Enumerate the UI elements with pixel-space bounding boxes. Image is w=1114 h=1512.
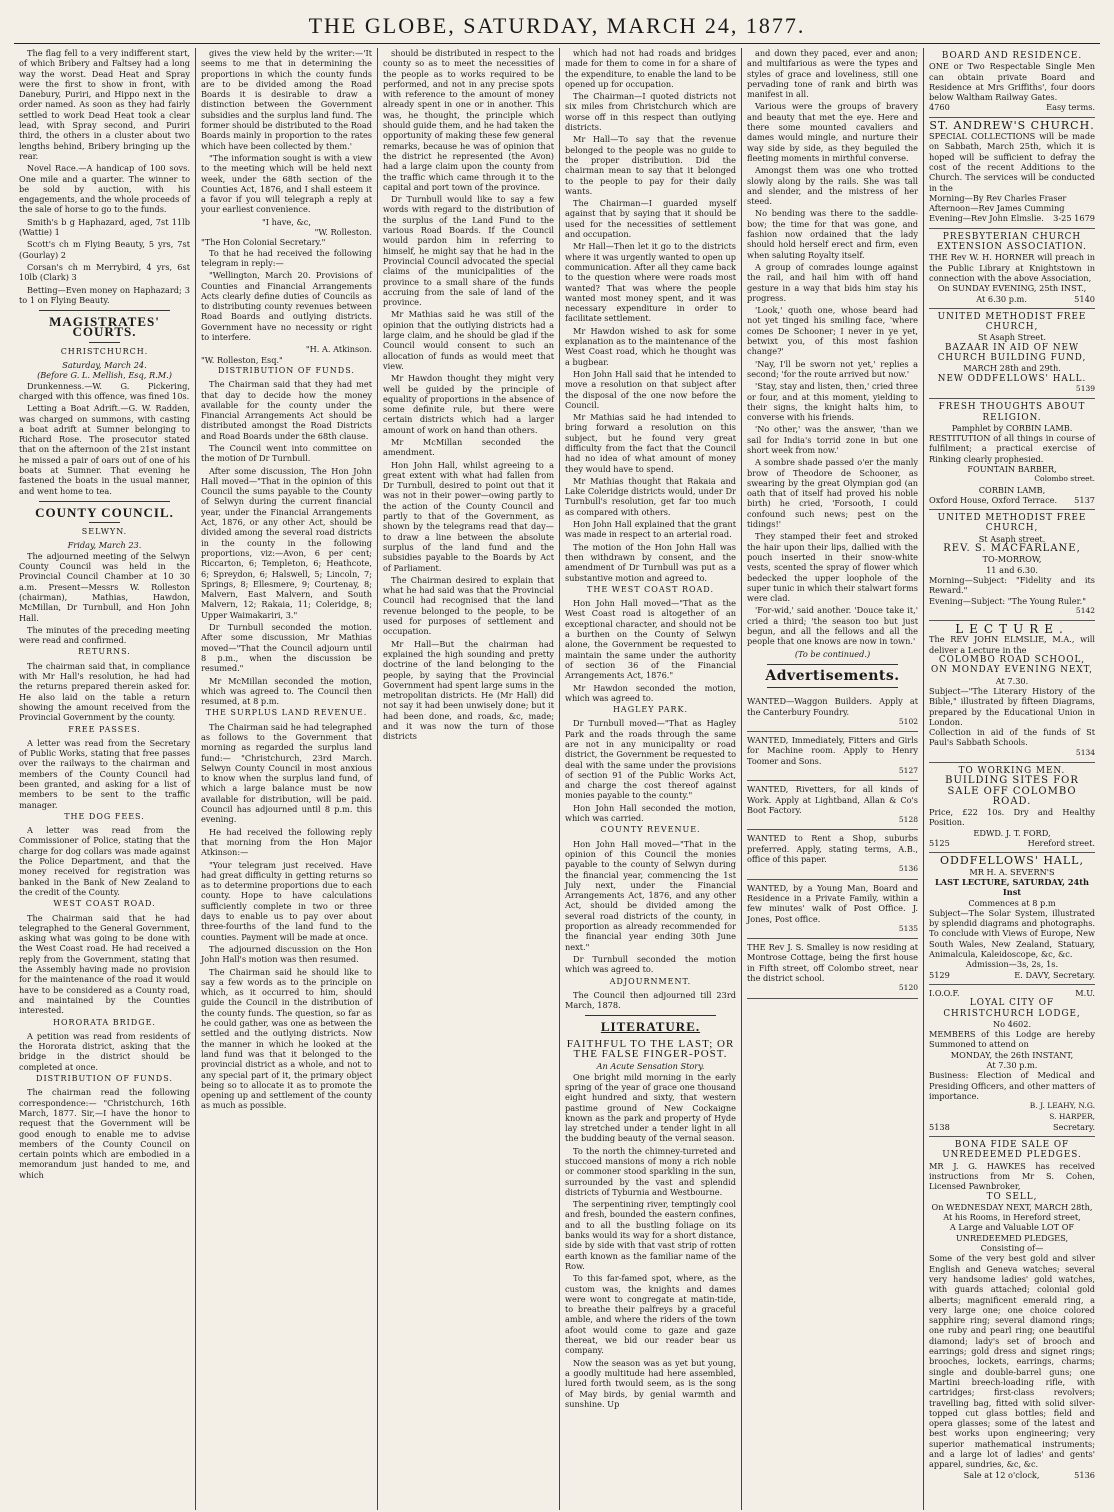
council-para: The adjourned meeting of the Selwyn County Council was held in the Provincial Council Chamber at 10 30 a.m. Present—Messrs W. Rolleston (chairman), Mathias, Hawdon, McMillan, Dr Turnbull, and Hon John Hall. [19, 550, 190, 623]
article-para: The Chairman—I quoted districts not six miles from Christchurch which are worse off in this respect than outlying districts. [565, 91, 736, 133]
ad-heading: PRESBYTERIAN CHURCH EXTENSION ASSOCIATION. [937, 231, 1087, 253]
article-para: The Chairman said that they had met that day to decide how the money available for the county under the Financial Arrangements Act should be distributed amongst the Road Districts and Road Boards under the 68th clause. [201, 379, 372, 441]
council-para: A letter was read from the Secretary of Public Works, stating that free passes over the railways to the chairman and members of the County Council had been granted, and asking for a list of members to be sent to the traffic manager. [19, 737, 190, 810]
betting: Betting—Even money on Haphazard; 3 to 1 on Flying Beauty. [19, 284, 190, 305]
ad-text: Subject—"The Literary History of the Bible," illustrated by fifteen Diagrams, prepared by the Educational Union in London. [929, 685, 1096, 727]
classified-ad [747, 693, 918, 732]
story-para: Now the season was as yet but young, a goodly multitude had here assembled, lured forth twould seem, as is the song of May birds, by genial warmth and sunshine. Up [565, 1357, 736, 1409]
ad-line: COLOMBO ROAD SCHOOL, [938, 655, 1086, 666]
ad-number: 5129 [929, 969, 950, 980]
story-para: No bending was there to the saddle-bow; the time for that was gone, and fashion now ordained that the lady should hold herself erect and firm, even when saluting Royalty itself. [747, 208, 918, 260]
article-para: The Council then adjourned till 23rd March, 1878. [565, 989, 736, 1011]
story-para: Amongst them was one who trotted slowly along by the rails. She was tall and slender, and the mistress of her steed. [747, 165, 918, 207]
article-para: Mr Hawdon seconded the motion, which was agreed to. [565, 682, 736, 703]
article-para: "Your telegram just received. Have had great difficulty in getting returns so as to determine proportions due to each county. Hope to have calculations sufficiently complete in two or three days to enable us to pay over about three-fourths of the land fund to the counties. Payment will be made at once. [201, 859, 372, 942]
article-para: The Chairman desired to explain that what he had said was that the Provincial Council had recognised that the land revenue belonged to the people, to be used for purposes of settlement and occupation. [383, 574, 554, 637]
article-para: The adjourned discussion on the Hon John Hall's motion was then resumed. [201, 943, 372, 965]
section-head: COUNTY REVENUE. [600, 825, 701, 835]
ad-number: 5137 [1074, 494, 1096, 505]
council-para: The chairman said that, in compliance with Mr Hall's resolution, he had had the returns prepared therein asked for. He also laid on the table a return showing the amount received from the Provincial Government by the county. [19, 660, 190, 723]
ad-text: WANTED—Waggon Builders. Apply at the Canterbury Foundry. [747, 696, 918, 717]
ad-line: MONDAY, the 26th INSTANT, [950, 1049, 1074, 1060]
story-para: The serpentining river, temptingly cool and fresh, bounded the eastern confines, and to all the bustling foliage on its banks would its way for a short distance, side by side with that vast strip of rotten earth known as the familiar name of the Row. [565, 1199, 736, 1271]
ad-note: Easy terms. [1046, 102, 1096, 113]
story-title: FAITHFUL TO THE LAST; OR THE FALSE FINGER-POST. [566, 1037, 735, 1061]
divider [39, 310, 170, 311]
ad-heading: TO WORKING MEN. [958, 766, 1066, 776]
classified-ad [747, 830, 918, 879]
story-para: Various were the groups of bravery and beauty that met the eye. Here and there some mounted cavaliers and dames would mingle, and nurture their way side by side, as they beguiled the fleeting moments in mirthful converse. [747, 101, 918, 163]
ad-line: St Asaph street. [978, 533, 1046, 544]
council-date: Friday, March 23. [67, 540, 142, 551]
racing-report: The flag fell to a very indifferent start, of which Bribery and Faltsey had a long way the worst. Dead Heat and Spray were the first to show in front, with Danebury, Puriri, and Hippo next in the order named. As soon as they had fairly settled to work Dead Heat took a clear lead, with Spray second, and Puriri third, the others in a cluster about two lengths behind, Bribery bringing up the rear. [19, 48, 190, 161]
ad-heading: BOARD AND RESIDENCE. [941, 51, 1083, 61]
ad-line: At 7.30. [995, 675, 1029, 686]
article-para: Mr Hawdon wished to ask for some explanation as to the maintenance of the West Coast road, which he thought was a bugbear. [565, 325, 736, 367]
article-para: He had received the following reply that morning from the Hon Major Atkinson:— [201, 826, 372, 858]
ad-number: 4760 [929, 102, 950, 113]
ad-line: Morning—Subject: "Fidelity and its Reward." [929, 574, 1096, 596]
masthead: THE GLOBE, SATURDAY, MARCH 24, 1877. [14, 0, 1100, 44]
ad-number: 5140 [1074, 293, 1095, 304]
ad-number: 5127 [898, 766, 918, 775]
court-item: Drunkenness.—W. G. Pickering, charged with this offence, was fined 10s. [19, 380, 190, 401]
magistrates-heading: MAGISTRATES' COURTS. [49, 314, 160, 340]
ad-line: MR H. A. SEVERN'S [969, 866, 1055, 877]
divider [767, 664, 898, 665]
council-para: The Chairman said that he had telegraphed to the General Government, asking what was going to be done with the West Coast road. He had received a reply from the Government, stating that the Assembly having made no provision for the maintenance of the road it would have to be considered as a County road, and maintained by the Counties interested. [19, 912, 190, 1016]
ad-text: ONE or Two Respectable Single Men can obtain private Board and Residence at Mrs Griffiths', four doors below Waltham Railway Gates. [929, 61, 1096, 103]
section-head: THE DOG FEES. [64, 811, 145, 821]
ad-heading: LECTURE. [955, 622, 1069, 637]
council-para: The minutes of the preceding meeting were read and confirmed. [19, 624, 190, 646]
ad-line: Commences at 8 p.m [968, 897, 1056, 908]
ad-line: S. HARPER, [1049, 1111, 1096, 1121]
ad-text: THE Rev W. H. HORNER will preach in the Public Library at Knightstown in connection with the above Association, [929, 252, 1096, 283]
ad-line: MARCH 28th and 29th. [963, 363, 1061, 374]
article-para: The Chairman—I guarded myself against that by saying that it should be used for the necessities of settlement and occupation. [565, 198, 736, 240]
court-item: Letting a Boat Adrift.—G. W. Radden, was charged on summons, with casting a boat adrift at Sumner belonging to Richard Rose. The prosecutor stated that on the afternoon of the 21st instant he missed a pair of oars out of one of his boats at Sumner. That evening he fastened the boats in the usual manner, and went home to tea. [19, 403, 190, 496]
ad-line: EDWD. J. T. FORD, [973, 827, 1051, 838]
ad-line: LOYAL CITY OF CHRISTCHURCH LODGE, [943, 998, 1081, 1019]
story-para: One bright mild morning in the early spring of the year of grace one thousand eight hundred and sixty, that western pastime ground of New Cockaigne known as the park and property of Hyde lay stretched under a tender light in all the budding beauty of the vernal season. [565, 1071, 736, 1144]
ad-building-sites [929, 763, 1095, 853]
story-para: 'For-wid,' said another. 'Douce take it,' cried a third; 'the season too but just begun, and all the fellows and all the people that one knows are now in town.' [747, 605, 918, 647]
ad-line: E. DAVY, Secretary. [1014, 969, 1096, 980]
ad-text: MR J. G. HAWKES has received instructions from Mr S. Cohen, Licensed Pawnbroker, [929, 1160, 1096, 1192]
ad-number: 5125 [929, 838, 950, 849]
ad-line: TO SELL, [986, 1191, 1038, 1202]
ad-fresh-thoughts [929, 399, 1095, 510]
ad-text: SPECIAL COLLECTIONS will be made on Sabbath, March 25th, which it is hoped will be sufficient to defray the cost of the recent Additions to the Church. The services will be conducted in the [929, 131, 1096, 193]
article-para: Hon John Hall moved—"That as the West Coast road is altogether of an exceptional character, and should not be a burthen on the County of Selwyn alone, the Government be requested to maintain the same under the authority of section 36 of the Financial Arrangements Act, 1876." [565, 598, 736, 681]
article-para: The Chairman said he should like to say a few words as to the principle on which, as it occurred to him, should guide the Council in the distribution of the county funds. The question, so far as he could gather, was one as between the settled and the outlying districts. Now the manner in which he looked at the land fund was that it belonged to the provincial district as a whole, and not to any special part of it, the primary object being so to allocate it as to promote the opening up and settlement of the county as much as possible. [201, 966, 372, 1111]
ad-line: B. J. LEAHY, N.G. [1029, 1101, 1096, 1111]
article-para: Mr Hawdon thought they might very well be guided by the principle of equality of proportions in the absence of some definite rule, but there were certain districts which had a larger amount of work on hand than others. [383, 373, 554, 435]
ad-number: 5139 [1075, 383, 1096, 393]
race-result-3: Corsan's ch m Merrybird, 4 yrs, 6st 10lb (Clark) 3 [19, 261, 190, 283]
article-para: Mr Hall—To say that the revenue belonged to the people was no guide to the proper distribution. Did the chairman mean to say that it belonged to the people to pay for their daily wants. [565, 134, 736, 196]
ad-number: 5128 [898, 815, 918, 825]
column-4 [560, 48, 742, 1510]
magistrates-bench: (Before G. L. Mellish, Esq, R.M.) [37, 370, 172, 381]
section-head: THE SURPLUS LAND REVENUE. [205, 708, 368, 718]
ad-line: Evening—Subject: "The Young Ruler." [929, 595, 1087, 606]
council-para: A letter was read from the Commissioner of Police, stating that the charge for dog collars was made against the Police Department, and that the money received for registration was banked in the Bank of New Zealand to the credit of the County. [19, 825, 190, 897]
ad-text: WANTED to Rent a Shop, suburbs preferred. Apply, stating terms, A.B., office of this paper. [747, 833, 918, 865]
ad-line: Afternoon—Rev James Cumming [929, 203, 1065, 214]
article-para: Mr Mathias said he had intended to bring forward a resolution on this subject, but he found very great difficulty from the fact that the Council had no idea of what amount of money they would have to spend. [565, 412, 736, 474]
column-3 [378, 48, 560, 1510]
council-para: A petition was read from residents of the Hororata district, asking that the bridge in the district should be completed at once. [19, 1030, 190, 1072]
article-para: Dr Turnbull seconded the motion which was agreed to. [565, 953, 736, 975]
council-subheading: SELWYN. [81, 527, 128, 537]
ad-line: Evening—Rev John Elmslie. [929, 213, 1044, 224]
divider [89, 342, 120, 343]
story-para: A group of comrades lounge against the rail, and hail him with off hand gesture in a way that bids him stay his progress. [747, 261, 918, 303]
section-head: HAGLEY PARK. [612, 705, 689, 715]
signoff: "W. Rolleston, Esq." [201, 354, 283, 365]
to-be-continued: (To be continued.) [794, 648, 871, 659]
ad-macfarlane [929, 510, 1095, 621]
ad-text: WANTED, by a Young Man, Board and Residence in a Private Family, within a few minutes' walk of Post Office. J. Jones, Post office. [747, 882, 918, 924]
classified-ad [747, 880, 918, 939]
column-5 [742, 48, 924, 1510]
signoff: "I have, &c, [262, 216, 311, 227]
story-subtitle: An Acute Sensation Story. [596, 1061, 705, 1072]
ad-line: ON MONDAY EVENING NEXT, [931, 665, 1093, 676]
ad-heading: BONA FIDE SALE OF UNREDEEMED PLEDGES. [942, 1140, 1082, 1161]
column-2 [196, 48, 378, 1510]
section-head: FREE PASSES. [68, 724, 141, 734]
signoff: "The Hon Colonial Secretary." [201, 237, 326, 248]
ad-line: Morning—By Rev Charles Fraser [929, 192, 1067, 203]
ad-heading: ST. ANDREW'S CHURCH. [929, 118, 1095, 132]
section-head: DISTRIBUTION OF FUNDS. [218, 365, 355, 375]
ad-number: 5138 [929, 1121, 950, 1132]
ad-line: At 7.30 p.m. [986, 1060, 1038, 1071]
divider [39, 501, 170, 502]
ad-line: Pamphlet by CORBIN LAMB. [951, 422, 1073, 433]
article-para: should be distributed in respect to the county so as to meet the necessities of the people as to works required to be performed, and not in any precise spots with reference to the amount of money already spent in one or in another. This was, he thought, the principle which should guide them, and he had taken the opportunity of making these few general remarks, because he was of opinion that the district he represented (the Avon) had a large claim upon the county from the traffic which came through it to the capital and port town of the province. [383, 48, 554, 192]
ad-line: REV. S. MACFARLANE, [943, 543, 1081, 555]
ad-ioof-lodge [929, 985, 1095, 1137]
ad-line: No 4602. [992, 1018, 1032, 1029]
story-para: A sombre shade passed o'er the manly brow of Theodore de Schooner, as swearing by the great Olympian god (an oath that of itself had proved his noble birth) he cried, 'Forsooth, I could confound such news; pest on the tidings!' [747, 457, 918, 530]
article-para: which had not had roads and bridges made for them to come in for a share of the expenditure, to enable the land to be opened up for occupation. [565, 48, 736, 89]
article-para: Mr Mathias said he was still of the opinion that the outlying districts had a large claim, and he should be glad if the Council would consent to such an allocation of funds as would meet that view. [383, 309, 554, 371]
race-result-2: Scott's ch m Flying Beauty, 5 yrs, 7st (Gourlay) 2 [19, 239, 190, 260]
signoff: "W. Rolleston. [314, 227, 372, 238]
ad-number: 3-25 1679 [1053, 213, 1096, 224]
ad-text: WANTED, Rivetters, for all kinds of Work. Apply at Lightband, Allan & Co's Boot Factory. [747, 784, 918, 815]
article-para: Hon John Hall explained that the grant was made in respect to an arterial road. [565, 519, 736, 540]
article-para: gives the view held by the writer:—'It seems to me that in determining the proportions in which the county funds are to be divided among the Road Boards it is desirable to draw a distinction between the Government subsidies and the surplus land fund. The former should be distributed to the Road Boards mainly in proportion to the rates which have been collected by them.' [201, 48, 372, 151]
columns [14, 48, 1100, 1510]
ad-number: 5120 [898, 983, 918, 993]
ad-line: Colombo street. [1034, 474, 1096, 484]
section-head: ADJOURNMENT. [609, 976, 692, 986]
article-para: Mr Mathias thought that Rakaia and Lake Coleridge districts would, under Dr Turnbull's resolution, get far too much as compared with others. [565, 475, 736, 517]
ad-number: 5142 [1075, 605, 1096, 615]
article-para: "Wellington, March 20. Provisions of Counties and Financial Arrangements Acts clearly define duties of Councils as to distributing county revenues between Road Boards and outlying districts. Government have no necessity or right to interfere. [201, 270, 372, 343]
ad-line: A Large and Valuable LOT OF UNREDEEMED PLEDGES, [949, 1222, 1075, 1243]
story-para: To this far-famed spot, where, as the custom was, the knights and dames were wont to congregate at matin-tide, to breathe their palfreys by a graceful amble, and where the riders of the town afoot would come to gaze and gaze thereat, we bid our reader bear us company. [565, 1273, 736, 1356]
article-para: To that he had received the following telegram in reply:— [201, 247, 372, 268]
article-para: Mr Hall—Then let it go to the districts where it was urgently wanted to open up communication. After all they came back to the question where were roads most wanted? That was where the people wanted most money spent, and it was necessary expenditure in order to facilitate settlement. [565, 241, 736, 324]
ad-text: Subject—The Solar System, illustrated by splendid diagrams and photographs. To conclude with Views of Europe, New South Wales, New Zealand, Statuary, Animalcula, Kaleidoscope, &c, &c. [929, 907, 1096, 960]
ad-text: Some of the very best gold and silver English and Geneva watches; several very handsome ladies' gold watches, with guards attached; colonial gold alberts; magnificent emerald ring, a very large one; one choice colored sapphire ring; several diamond rings; one ruby and pearl ring; one beautiful diamond; lady's set of brooch and earrings; gold dress and signet rings; brooches, lockets, earrings, charms; single and double-barrel guns; one Martini breech-loading rifle, with cartridges; first-class revolvers; travelling bag, fitted with solid silver-topped cut glass bottles; field and opera glasses; some of the latest and best works upon engineering; very superior mathematical instruments; and a large lot of ladies' and gents' apparel, sundries, &c, &c. [929, 1253, 1096, 1470]
ad-number: 5102 [898, 716, 918, 726]
ad-heading: ODDFELLOWS' HALL, [940, 854, 1084, 868]
ad-line: LAST LECTURE, SATURDAY, 24th Inst [935, 876, 1089, 898]
section-head: THE WEST COAST ROAD. [587, 584, 714, 594]
ad-line: Oxford House, Oxford Terrace. [929, 494, 1058, 505]
ad-presbyterian [929, 229, 1095, 309]
article-para: After some discussion, The Hon John Hall moved—"That in the opinion of this Council the sums payable to the County of Selwyn during the current financial year, under the Financial Arrangements Act, 1876, or any other Act, should be divided among the several road districts in the county in the following proportions, viz:—Avon, 6 per cent; Riccarton, 6; Templeton, 6; Heathcote, 6; Spreydon, 6; Halswell, 5; Lincoln, 7; Springs, 8; Ellesmere, 9; Courtenay, 8; Malvern, East Malvern, and South Malvern, 12; Rakaia, 11; Coleridge, 8; Upper Waimakariri, 3." [201, 465, 372, 620]
magistrates-date: Saturday, March 24. [62, 360, 147, 371]
section-head: RETURNS. [78, 647, 131, 657]
ad-heading: I.O.O.F. [929, 987, 960, 998]
article-para: The Chairman said he had telegraphed as follows to the Government that morning as regarded the surplus land fund:— "Christchurch, 23rd March. Selwyn County Council in most anxious to know when the surplus land fund, of which a large balance must be now available for distribution, will be paid. Council has adjourned until 8 p.m. this evening. [201, 721, 372, 825]
magistrates-subheading: CHRISTCHURCH. [60, 346, 149, 356]
ad-line: FOUNTAIN BARBER, [967, 463, 1057, 474]
classified-ad [747, 732, 918, 781]
story-para: 'Look,' quoth one, whose beard had not yet tinged his smiling face, 'where comes De Schooner; I never in ye yet, betwixt you, of this most fashion change?' [747, 305, 918, 357]
ad-text: MEMBERS of this Lodge are hereby Summoned to attend on [929, 1029, 1096, 1050]
ad-line: Secretary. [1052, 1121, 1096, 1132]
ad-line: CORBIN LAMB, [978, 484, 1046, 495]
ad-line: At 6.30 p.m. [976, 293, 1027, 304]
ad-number: 5136 [1074, 1469, 1096, 1480]
ad-line: 11 and 6.30. [986, 564, 1038, 575]
ad-st-andrews [929, 118, 1095, 229]
ad-lecture [929, 621, 1095, 763]
ad-text: THE Rev J. S. Smalley is now residing at Montrose Cottage, being the first house in Fifth street, off Colombo street, near the district school. [747, 942, 918, 984]
classified-ad [747, 781, 918, 830]
race-result-1: Smith's b g Haphazard, aged, 7st 11lb (Wattie) 1 [19, 216, 190, 238]
article-para: Hon John Hall said that he intended to move a resolution on that subject after the disposal of the one now before the Council. [565, 368, 736, 410]
novel-race: Novel Race.—A handicap of 100 sovs. One mile and a quarter. The winner to be sold by auction, with his engagements, and the whole proceeds of the sale of horse to go to the funds. [19, 163, 190, 215]
ad-heading: M.U. [1075, 987, 1096, 998]
ad-heading: FRESH THOUGHTS ABOUT RELIGION. [938, 402, 1086, 423]
ad-text: Business: Election of Medical and Presiding Officers, and other matters of importance. [929, 1070, 1096, 1101]
literature-heading: LITERATURE. [600, 1019, 701, 1035]
article-para: "The information sought is with a view to the meeting which will be held next week, under the 68th section of the Counties Act, 1876, and I shall esteem it a favor if you will telegraph a reply at your earliest convenience. [201, 152, 372, 215]
section-head: DISTRIBUTION OF FUNDS. [36, 1074, 173, 1084]
article-para: Dr Turnbull would like to say a few words with regard to the distribution of the surplus of the Land Fund to the various Road Boards. If the Council would pardon him in referring to himself, he might say that he had in the Provincial Council advocated the special claims of the municipalities of the province to a small share of the funds accruing from the sale of land of the province. [383, 194, 554, 308]
article-para: Dr Turnbull moved—"That as Hagley Park and the roads through the same are not in any municipality or road district, the Government be requested to deal with the same under the provisions of section 91 of the Public Works Act, and charge the cost thereof against monies payable to the county." [565, 718, 736, 801]
ad-line: TO-MORROW, [982, 554, 1042, 565]
ad-line: On WEDNESDAY NEXT, MARCH 28th, At his Rooms, in Hereford street, [931, 1201, 1093, 1223]
column-1 [14, 48, 196, 1510]
ad-number: 5136 [898, 864, 918, 874]
article-para: Hon John Hall moved—"That in the opinion of this Council the monies payable to the county of Selwyn during the financial year, commencing the 1st July next, under the Financial Arrangements Act, 1876, and any other Act, should be divided among the several road districts of the county, in proportion as already recommended for the financial year ending 30th June next." [565, 838, 736, 952]
article-para: Mr McMillan seconded the motion, which was agreed to. The Council then resumed, at 8 p.m. [201, 675, 372, 707]
ad-line: Sale at 12 o'clock, [963, 1469, 1040, 1480]
council-para: The chairman read the following correspondence:— "Christchurch, 16th March, 1877. Sir,—I have the honor to request that the Government will be good enough to enable me to advise members of the County Council on certain points which are embodied in a memorandum just handed to me, and which [19, 1087, 190, 1180]
article-para: The Council went into committee on the motion of Dr Turnbull. [201, 442, 372, 464]
ad-line: Hereford street. [1027, 838, 1096, 849]
county-council-heading: COUNTY COUNCIL. [35, 504, 174, 520]
divider [89, 522, 120, 523]
divider [767, 687, 898, 688]
ad-text: Collection in aid of the funds of St Paul's Sabbath Schools. [929, 727, 1096, 748]
article-para: The motion of the Hon John Hall was then withdrawn by consent, and the amendment of Dr Turnbull was put as a substantive motion and agreed to. [565, 541, 736, 583]
story-para: and down they paced, ever and anon; and multifarious as were the types and styles of grace and loveliness, still one pervading tone of rank and birth was manifest in all. [747, 48, 918, 100]
story-para: 'Nay, I'll be sworn not yet,' replies a second; 'for the route arrived but now.' [747, 358, 918, 379]
ad-text: WANTED, Immediately, Fitters and Girls for Machine room. Apply to Henry Toomer and Sons. [747, 735, 918, 766]
ad-line: St Asaph Street. [978, 332, 1047, 343]
ad-line: Admission—3s, 2s, 1s. [965, 959, 1059, 970]
section-head: WEST COAST ROAD. [53, 899, 156, 909]
section-head: HORORATA BRIDGE. [53, 1017, 156, 1027]
signoff: "H. A. Atkinson. [305, 344, 372, 355]
divider [585, 1015, 716, 1016]
article-para: Mr Hall—But the chairman had explained the high sounding and pretty doctrine of the land belonging to the people, by saying that the Provincial Government had spent large sums in the metropolitan districts. He (Mr Hall) did not say it had been unwisely done; but it had been done, and roads, &c, made; and it was now the turn of those districts [383, 638, 554, 742]
ad-text: The REV JOHN ELMSLIE, M.A., will deliver a Lecture in the [929, 634, 1096, 655]
ad-number: 5134 [1075, 747, 1096, 757]
advertisements-heading: Advertisements. [765, 667, 900, 684]
ad-line: NEW ODDFELLOWS' HALL. [937, 373, 1087, 384]
column-6 [924, 48, 1100, 1510]
ad-text: BAZAAR IN AID OF NEW CHURCH BUILDING FUND, [937, 342, 1087, 364]
ad-pledges-sale [929, 1137, 1095, 1484]
story-para: To the north the chimney-turreted and stuccoed mansions of mony a rich noble or commoner stood sparkling in the sun, surrounded by the vast and splendid districts of Tyburnia and Westbourne. [565, 1145, 736, 1197]
ad-line: On SUNDAY EVENING, 25th INST., [937, 283, 1087, 294]
article-para: Hon John Hall seconded the motion, which was carried. [565, 802, 736, 824]
article-para: Dr Turnbull seconded the motion. After some discussion, Mr Mathias moved—"That the Council adjourn until 8 p.m., when the discussion be resumed." [201, 622, 372, 674]
ad-heading: UNITED METHODIST FREE CHURCH, [937, 311, 1087, 333]
ad-number: 5135 [898, 923, 918, 933]
classified-ad [747, 939, 918, 998]
article-para: Mr McMillan seconded the amendment. [383, 436, 554, 458]
story-para: They stamped their feet and stroked the hair upon their lips, dallied with the pouch inserted in their snow-white vests, scented the spray of flower which bedecked the upper loophole of the super tunic in which their stalwart forms were clad. [747, 531, 918, 604]
ad-line: Price, £22 10s. Dry and Healthy Position. [929, 807, 1096, 828]
article-para: Hon John Hall, whilst agreeing to a great extent with what had fallen from Dr Turnbull, desired to point out that it was not in their power—owing partly to the action of the County Council and partly to that of the Government, as shown by the telegrams read that day—to draw a line between the absolute surplus of the land fund and the subsidies payable to the Boards by Act of Parliament. [383, 459, 554, 573]
ad-heading: UNITED METHODIST FREE CHURCH, [937, 513, 1087, 534]
ad-bazaar [929, 309, 1095, 399]
story-para: 'No other,' was the answer, 'than we sail for India's torrid zone in but one short week from now.' [747, 424, 918, 455]
ad-text: BUILDING SITES FOR SALE OFF COLOMBO ROAD. [945, 775, 1079, 807]
ad-text: RESTITUTION of all things in course of fulfilment; a practical exercise of Rinking clearly prophesied. [929, 433, 1096, 464]
ad-board-residence [929, 48, 1095, 118]
ad-line: Consisting of— [980, 1243, 1044, 1254]
story-para: 'Stay, stay and listen, then,' cried three or four, and at this moment, yielding to their signs, the knight halts him, to converse with his friends. [747, 381, 918, 423]
ad-oddfellows-hall [929, 853, 1095, 985]
